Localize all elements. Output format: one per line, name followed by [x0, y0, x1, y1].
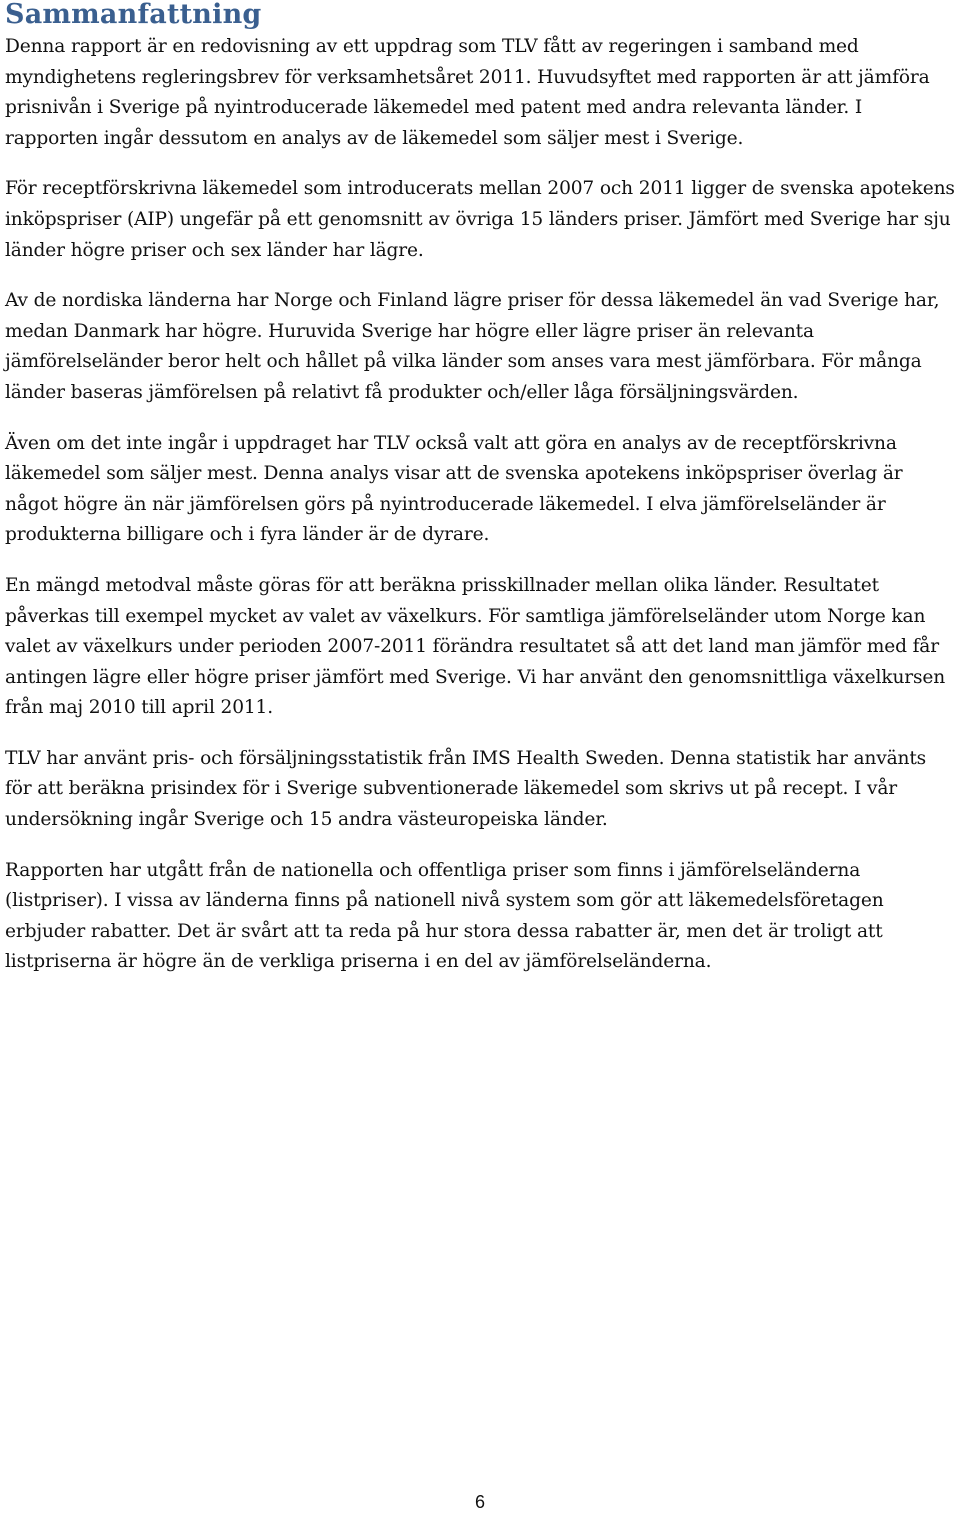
paragraph-nordic-countries: Av de nordiska länderna har Norge och Finland lägre priser för dessa läkemedel än vad Sverige har, medan Danmark har högre. Huruvida Sverige har högre eller lägre priser än relevanta jämförelseländer beror helt och hållet på vilka länder som anses vara mest jämförbara. För många länder baseras jämförelsen på relativt få produkter och/eller låga försäljningsvärden. — [5, 290, 940, 403]
paragraph-best-sellers: Även om det inte ingår i uppdraget har TLV också valt att göra en analys av de receptförskrivna läkemedel som säljer mest. Denna analys visar att de svenska apotekens inköpspriser överlag är något högre än när jämförelsen görs på nyintroducerade läkemedel. I elva jämförelseländer är produkterna billigare och i fyra länder är de dyrare. — [5, 432, 903, 546]
paragraph-ims-statistics: TLV har använt pris- och försäljningsstatistik från IMS Health Sweden. Denna statistik har använts för att beräkna prisindex för i Sverige subventionerade läkemedel som skrivs ut på recept. I vår undersökning ingår Sverige och 15 andra västeuropeiska länder. — [5, 747, 927, 831]
paragraph-list-prices: Rapporten har utgått från de nationella och offentliga priser som finns i jämförelseländerna (listpriser). I vissa av länderna finns på nationell nivå system som gör att läkemedelsföretagen erbjuder rabatter. Det är svårt att ta reda på hur stora dessa rabatter är, men det är troligt att listpriserna är högre än de verkliga priserna i en del av jämförelseländerna. — [5, 859, 884, 973]
paragraph-exchange-rate: En mängd metodval måste göras för att beräkna prisskillnader mellan olika länder. Resultatet påverkas till exempel mycket av valet av växelkurs. För samtliga jämförelseländer utom Norge kan valet av växelkurs under perioden 2007-2011 förändra resultatet så att det land man jämför med får antingen lägre eller högre priser jämfört med Sverige. Vi har använt den genomsnittliga växelkursen från maj 2010 till april 2011. — [5, 574, 946, 719]
page-number: 6 — [474, 1492, 485, 1512]
section-heading: Sammanfattning — [5, 0, 262, 30]
paragraph-prices-2007-2011: För receptförskrivna läkemedel som introducerats mellan 2007 och 2011 ligger de svenska apotekens inköpspriser (AIP) ungefär på ett genomsnitt av övriga 15 länders priser. Jämfört med Sverige har sju länder högre priser och sex länder har lägre. — [5, 178, 955, 261]
paragraph-intro: Denna rapport är en redovisning av ett uppdrag som TLV fått av regeringen i samband med myndighetens regleringsbrev för verksamhetsåret 2011. Huvudsyftet med rapporten är att jämföra prisnivån i Sverige på nyintroducerade läkemedel med patent med andra relevanta länder. I rapporten ingår dessutom en analys av de läkemedel som säljer mest i Sverige. — [5, 36, 930, 149]
document-page — [5, 0, 957, 998]
